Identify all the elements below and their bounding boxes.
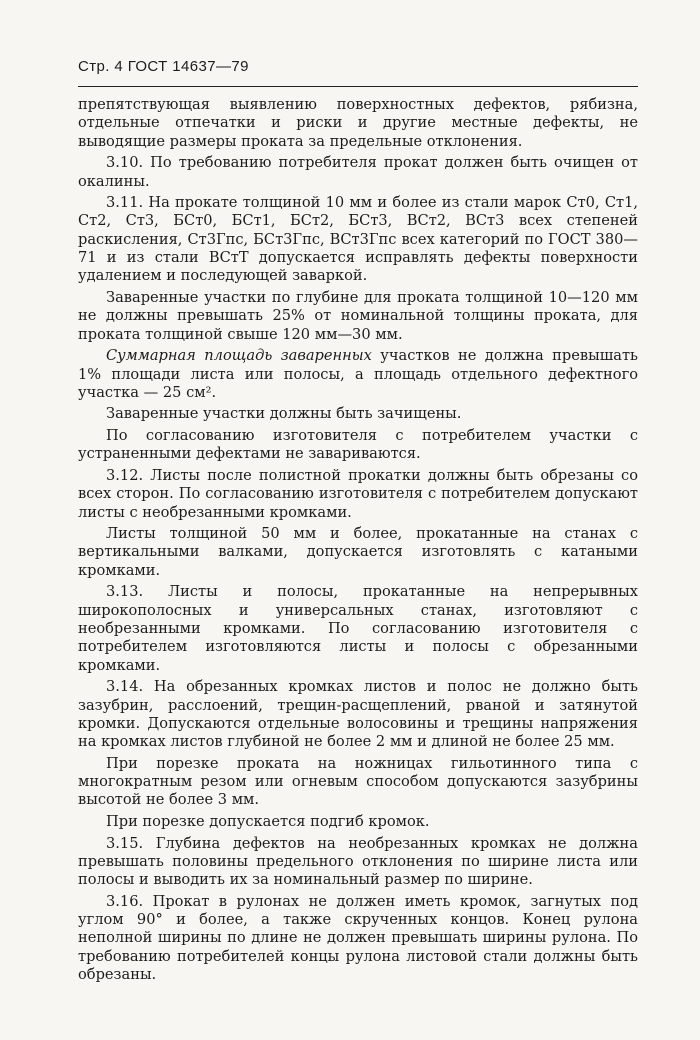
clause-3-16: 3.16. Прокат в рулонах не должен иметь кромок, загнутых под углом 90° и более, а также скрученных концов. Конец рулона неполной ширины по длине не должен превышать ширины рулона. По требованию потребителей концы рулона листовой стали должны быть обрезаны. — [78, 892, 638, 984]
weld-depth-paragraph: Заваренные участки по глубине для проката толщиной 10—120 мм не должны превышать 25% от номинальной толщины проката, для проката толщиной свыше 120 мм—30 мм. — [78, 289, 638, 343]
paragraph-continuation: препятствующая выявлению поверхностных дефектов, рябизна, отдельные отпечатки и риски и другие местные дефекты, не выводящие размеры проката за предельные отклонения. — [78, 96, 638, 150]
clause-3-11: 3.11. На прокате толщиной 10 мм и более из стали марок Ст0, Ст1, Ст2, Ст3, БСт0, БСт1, БСт2, БСт3, ВСт2, ВСт3 всех степеней раскисления, Ст3Гпс, БСт3Гпс, ВСт3Гпс всех категорий по ГОСТ 380—71 и из стали ВСтТ допускается исправлять дефекты поверхности удалением и последующей заваркой. — [78, 194, 638, 285]
clause-3-14: 3.14. На обрезанных кромках листов и полос не должно быть зазубрин, расслоений, трещин-расщеплений, рваной и затянутой кромки. Допускаются отдельные волосовины и трещины напряжения на кромках листов глубиной не более 2 мм и длиной не более 25 мм. — [78, 678, 638, 751]
document-body — [78, 96, 638, 988]
clause-3-12: 3.12. Листы после полистной прокатки должны быть обрезаны со всех сторон. По согласованию изготовителя с потребителем допускают листы с необрезанными кромками. — [78, 466, 638, 521]
weld-area-italic-lead: Суммарная площадь заваренных — [106, 347, 372, 365]
clause-3-10: 3.10. По требованию потребителя прокат должен быть очищен от окалины. — [78, 154, 638, 190]
weld-cleaning-paragraph: Заваренные участки должны быть зачищены. — [106, 405, 462, 423]
header-rule — [78, 86, 638, 87]
clause-3-15: 3.15. Глубина дефектов на необрезанных кромках не должна превышать половины предельного отклонения по ширине листа или полосы и выводить их за номинальный размер по ширине. — [78, 834, 638, 889]
weld-area-paragraph — [78, 347, 638, 402]
running-head: Стр. 4 ГОСТ 14637—79 — [78, 58, 249, 75]
guillotine-paragraph: При порезке проката на ножницах гильотинного типа с многократным резом или огневым способом допускаются зазубрины высотой не более 3 мм. — [78, 754, 638, 809]
rolled-edges-paragraph: Листы толщиной 50 мм и более, прокатанные на станах с вертикальными валками, допускается изготовлять с катаными кромками. — [78, 525, 638, 579]
weld-area-rest: участков не должна превышать 1% площади листа или полосы, а площадь отдельного дефектного участка — 25 см². — [78, 347, 638, 401]
clause-3-13: 3.13. Листы и полосы, прокатанные на непрерывных широкополосных и универсальных станах, изготовляют с необрезанными кромками. По согласованию изготовителя с потребителем изготовляются листы и полосы с обрезанными кромками. — [78, 583, 638, 674]
no-welding-paragraph: По согласованию изготовителя с потребителем участки с устраненными дефектами не завариваются. — [78, 426, 638, 463]
edge-bend-paragraph: При порезке допускается подгиб кромок. — [106, 812, 430, 830]
